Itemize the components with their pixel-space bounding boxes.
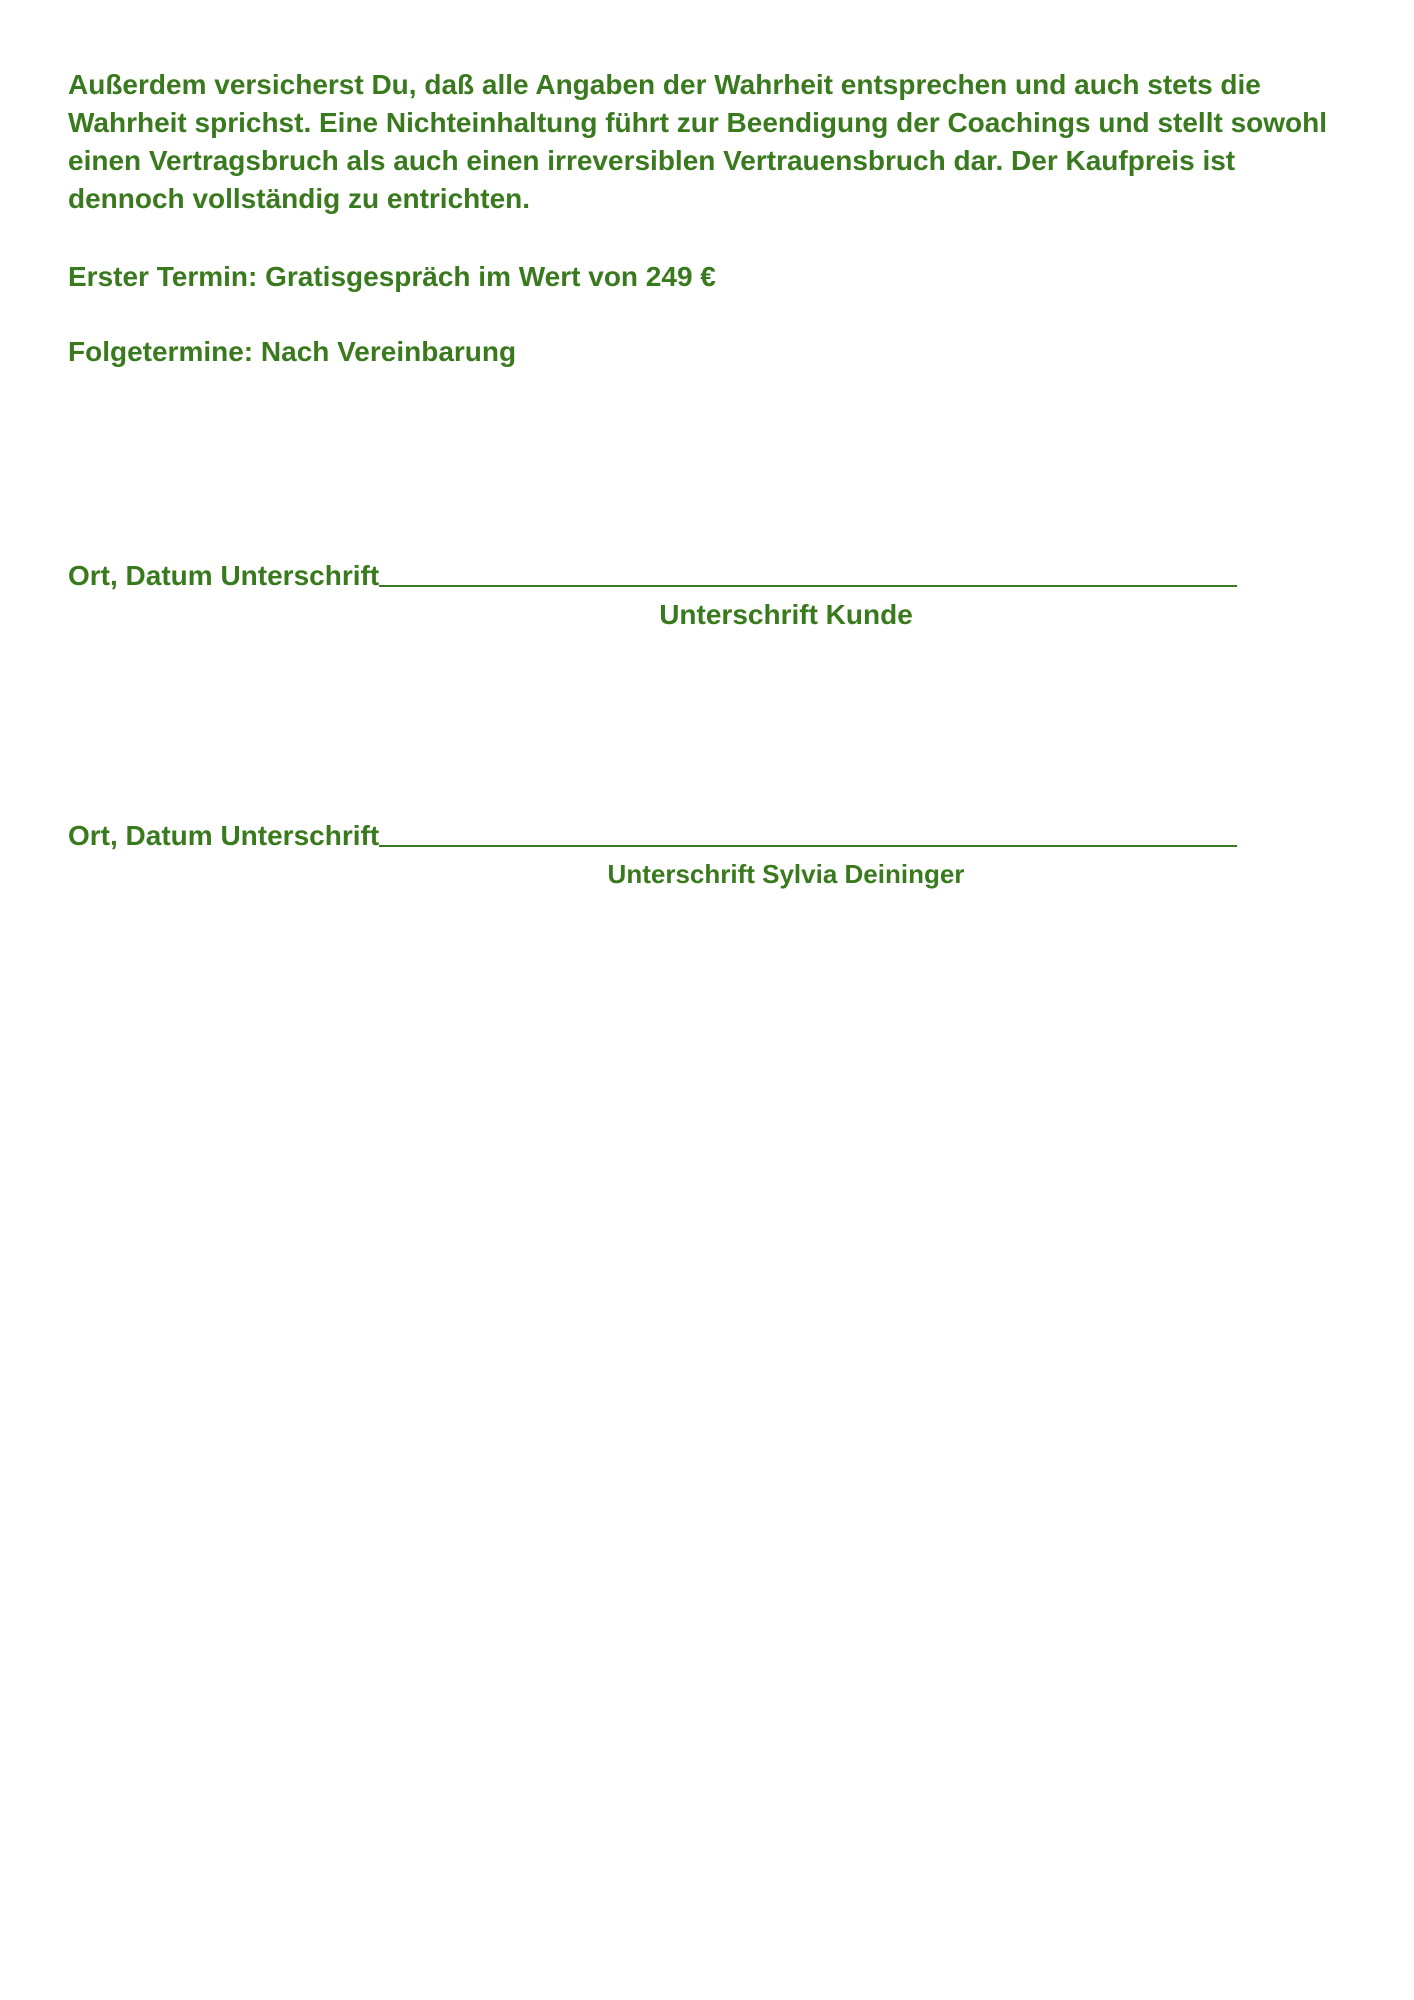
signature-row-coach xyxy=(68,817,1237,855)
signature-label: Ort, Datum Unterschrift xyxy=(68,820,380,851)
intro-paragraph: Außerdem versicherst Du, daß alle Angaben der Wahrheit entsprechen und auch stets die Wahrheit sprichst. Eine Nichteinhaltung führt zur Beendigung der Coachings und stellt sowohl einen Vertragsbruch als auch einen irreversiblen Vertrauensbruch dar. Der Kaufpreis ist dennoch vollständig zu entrichten. xyxy=(68,69,1328,214)
signature-caption-customer: Unterschrift Kunde xyxy=(659,599,913,630)
signature-line xyxy=(379,559,1237,587)
signature-caption-coach: Unterschrift Sylvia Deininger xyxy=(607,859,965,889)
signature-line xyxy=(379,819,1237,847)
first-appointment-text: Erster Termin: Gratisgespräch im Wert von 249 € xyxy=(68,261,716,292)
follow-up-text: Folgetermine: Nach Vereinbarung xyxy=(68,336,517,367)
signature-row-customer xyxy=(68,557,1237,595)
signature-label: Ort, Datum Unterschrift xyxy=(68,560,380,591)
